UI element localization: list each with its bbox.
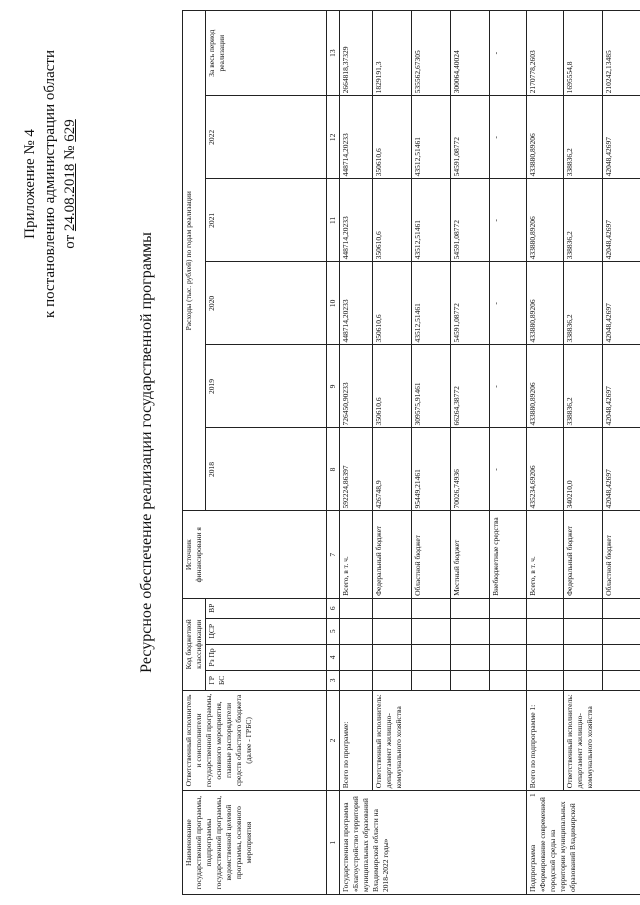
value-cell: - <box>490 96 527 179</box>
subprogram-responsible-cell: Ответственный исполнитель: департамент жилищно-коммунального хозяйства <box>564 690 640 791</box>
value-cell: 2170778,2603 <box>527 11 564 96</box>
value-cell: 338836,2 <box>564 96 603 179</box>
value-cell: 535562,67305 <box>412 11 451 96</box>
number-value: 629 <box>62 119 78 142</box>
index-cell: 9 <box>327 345 340 428</box>
value-cell: 338836,2 <box>564 179 603 262</box>
col-name-header: Наименование государственной программы, подпрограммы государственной программы, ведомственной целевой программы, основного мероприятия <box>183 791 327 895</box>
index-cell: 13 <box>327 11 340 96</box>
col-expenses-group-header: Расходы (тыс. рублей) по годам реализации <box>183 11 206 512</box>
date-value: 24.08.2018 <box>62 163 78 232</box>
document-header <box>20 50 80 318</box>
value-cell: 42048,42697 <box>603 428 640 511</box>
col-grbs-header: ГР БС <box>206 671 327 691</box>
code-cell <box>373 598 412 618</box>
value-cell: 43512,51461 <box>412 262 451 345</box>
source-cell: Областной бюджет <box>412 511 451 598</box>
code-cell <box>412 644 451 670</box>
value-cell: 426748,9 <box>373 428 412 511</box>
code-cell <box>564 598 603 618</box>
code-cell <box>527 618 564 644</box>
subprogram-name-cell <box>527 791 640 895</box>
program-responsible-cell: Ответственный исполнитель: департамент жилищно-коммунального хозяйства <box>373 690 527 791</box>
col-2019-header: 2019 <box>206 345 327 428</box>
value-cell: - <box>490 428 527 511</box>
page-title: Ресурсное обеспечение реализации государственной программы <box>138 232 155 673</box>
table-row <box>564 11 603 895</box>
value-cell: 350610,6 <box>373 179 412 262</box>
value-cell: 2664818,37329 <box>340 11 373 96</box>
col-2018-header: 2018 <box>206 428 327 511</box>
value-cell: 70026,74936 <box>451 428 490 511</box>
code-cell <box>340 671 373 691</box>
value-cell: - <box>490 262 527 345</box>
source-cell: Федеральный бюджет <box>373 511 412 598</box>
value-cell: 338836,2 <box>564 262 603 345</box>
value-cell: 448714,20233 <box>340 179 373 262</box>
resources-table <box>182 10 640 895</box>
value-cell: - <box>490 179 527 262</box>
table-row <box>340 11 373 895</box>
value-cell: 42048,42697 <box>603 96 640 179</box>
value-cell: 433880,89206 <box>527 96 564 179</box>
value-cell: 350610,6 <box>373 96 412 179</box>
col-2021-header: 2021 <box>206 179 327 262</box>
code-cell <box>340 644 373 670</box>
date-prefix: от <box>62 234 78 249</box>
source-cell: Областной бюджет <box>603 511 640 598</box>
value-cell: 726450,90233 <box>340 345 373 428</box>
code-cell <box>564 671 603 691</box>
table-header-row <box>183 11 206 895</box>
table-row <box>527 11 564 895</box>
col-2022-header: 2022 <box>206 96 327 179</box>
value-cell: - <box>490 345 527 428</box>
code-cell <box>373 644 412 670</box>
code-cell <box>412 618 451 644</box>
value-cell: 42048,42697 <box>603 179 640 262</box>
value-cell: 43512,51461 <box>412 96 451 179</box>
code-cell <box>412 671 451 691</box>
source-cell: Всего, в т. ч. <box>527 511 564 598</box>
program-name-cell: Государственная программа «Благоустройство территорий муниципальных образований Владимирской области на 2018-2022 годы» <box>340 791 527 895</box>
source-cell: Всего, в т. ч. <box>340 511 373 598</box>
code-cell <box>451 671 490 691</box>
value-cell: 95449,21461 <box>412 428 451 511</box>
resolution-line: к постановлению администрации области <box>42 50 58 318</box>
subprogram-number: 1 <box>528 793 537 797</box>
source-cell: Федеральный бюджет <box>564 511 603 598</box>
value-cell: 350610,6 <box>373 345 412 428</box>
col-responsible-header: Ответственный исполнитель и соисполнители государственной программы, основного мероприятия, главные распорядители средств областного бюджета (далее - ГРБС) <box>183 690 327 791</box>
table-row <box>373 11 412 895</box>
col-vr-header: ВР <box>206 598 327 618</box>
value-cell: 309575,91461 <box>412 345 451 428</box>
code-cell <box>564 618 603 644</box>
code-cell <box>603 671 640 691</box>
index-cell: 12 <box>327 96 340 179</box>
subprogram-name: Подпрограмма «Формирование современной городской среды на территории муниципальных образований Владимирской <box>528 797 577 892</box>
code-cell <box>527 598 564 618</box>
value-cell: 54591,08772 <box>451 96 490 179</box>
index-cell: 1 <box>327 791 340 895</box>
value-cell: 300064,40024 <box>451 11 490 96</box>
col-csr-header: ЦСР <box>206 618 327 644</box>
program-total-label: Всего по программе: <box>340 690 373 791</box>
appendix-label: Приложение № 4 <box>22 129 38 239</box>
value-cell: 54591,08772 <box>451 262 490 345</box>
col-2020-header: 2020 <box>206 262 327 345</box>
value-cell: 435234,69206 <box>527 428 564 511</box>
col-code-group-header: Код бюджетной классификации <box>183 598 206 690</box>
code-cell <box>603 618 640 644</box>
value-cell: 54591,08772 <box>451 179 490 262</box>
value-cell: 1695554,8 <box>564 11 603 96</box>
code-cell <box>373 618 412 644</box>
column-index-row <box>327 11 340 895</box>
number-prefix: № <box>62 145 78 160</box>
source-cell: Местный бюджет <box>451 511 490 598</box>
value-cell: 340210,0 <box>564 428 603 511</box>
value-cell: 1829191,3 <box>373 11 412 96</box>
value-cell: 42048,42697 <box>603 262 640 345</box>
code-cell <box>340 618 373 644</box>
code-cell <box>490 618 527 644</box>
value-cell: 592224,86397 <box>340 428 373 511</box>
code-cell <box>451 644 490 670</box>
code-cell <box>603 644 640 670</box>
index-cell: 11 <box>327 179 340 262</box>
value-cell: 433880,89206 <box>527 262 564 345</box>
code-cell <box>490 644 527 670</box>
index-cell: 2 <box>327 690 340 791</box>
value-cell: 448714,20233 <box>340 96 373 179</box>
col-total-header: За весь период реализации <box>206 11 327 96</box>
value-cell: - <box>490 11 527 96</box>
value-cell: 43512,51461 <box>412 179 451 262</box>
value-cell: 210242,13485 <box>603 11 640 96</box>
code-cell <box>527 644 564 670</box>
col-sources-header: Источник финансировани я <box>183 511 327 598</box>
code-cell <box>373 671 412 691</box>
index-cell: 7 <box>327 511 340 598</box>
value-cell: 350610,6 <box>373 262 412 345</box>
index-cell: 6 <box>327 598 340 618</box>
value-cell: 42048,42697 <box>603 345 640 428</box>
index-cell: 8 <box>327 428 340 511</box>
code-cell <box>340 598 373 618</box>
index-cell: 10 <box>327 262 340 345</box>
value-cell: 448714,20233 <box>340 262 373 345</box>
code-cell <box>451 598 490 618</box>
code-cell <box>451 618 490 644</box>
value-cell: 338836,2 <box>564 345 603 428</box>
code-cell <box>490 598 527 618</box>
code-cell <box>490 671 527 691</box>
value-cell: 66264,38772 <box>451 345 490 428</box>
value-cell: 433880,89206 <box>527 179 564 262</box>
code-cell <box>527 671 564 691</box>
index-cell: 5 <box>327 618 340 644</box>
code-cell <box>564 644 603 670</box>
value-cell: 433880,89206 <box>527 345 564 428</box>
code-cell <box>603 598 640 618</box>
source-cell: Внебюджетные средства <box>490 511 527 598</box>
code-cell <box>412 598 451 618</box>
col-rzpr-header: Рз Пр <box>206 644 327 670</box>
index-cell: 3 <box>327 671 340 691</box>
index-cell: 4 <box>327 644 340 670</box>
date-line <box>60 50 80 318</box>
subprogram-total-label: Всего по подпрограмме 1: <box>527 690 564 791</box>
